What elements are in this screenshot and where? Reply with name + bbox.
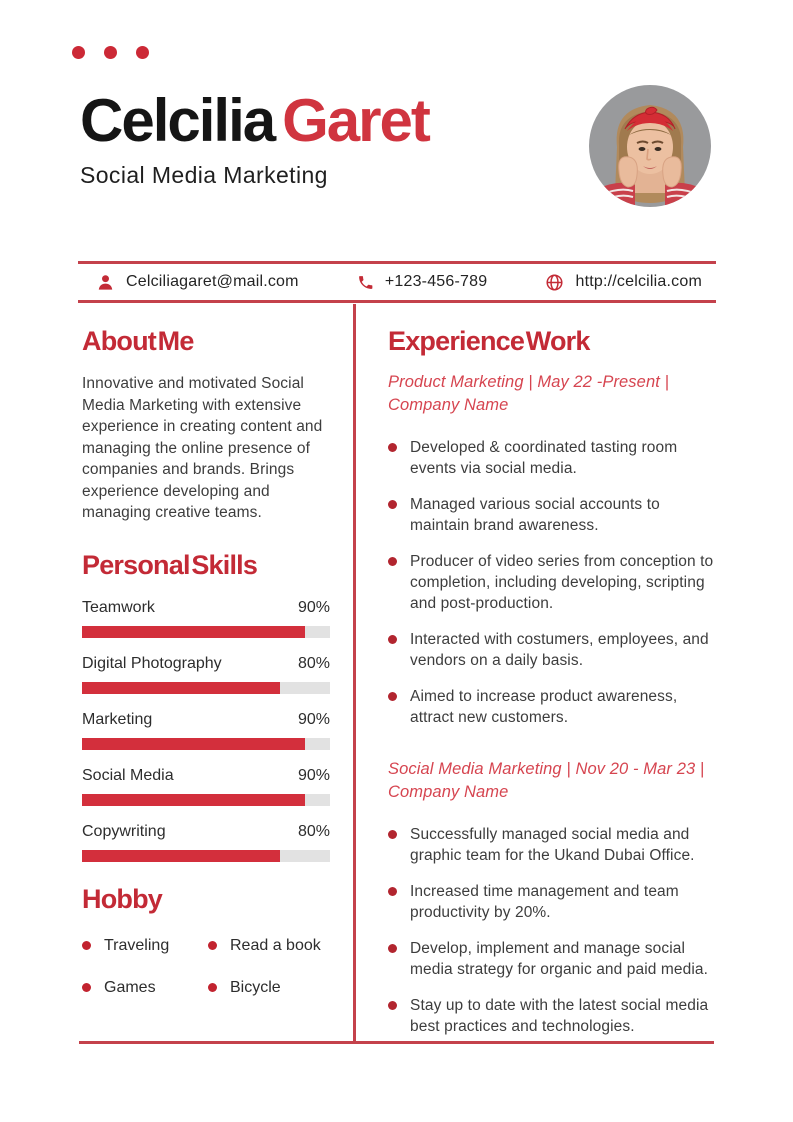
contact-phone-value: +123-456-789 <box>384 273 488 290</box>
skill-bar-fill <box>82 794 305 806</box>
job-bullet <box>388 995 718 1037</box>
profile-photo-image <box>589 85 711 207</box>
globe-icon <box>545 273 564 292</box>
skill-label: Teamwork <box>82 598 155 616</box>
last-name: Garet <box>282 87 429 154</box>
left-column <box>82 326 330 997</box>
skill-item <box>82 767 330 806</box>
skill-percent: 90% <box>297 710 330 728</box>
job-bullet-list <box>388 824 718 1037</box>
bullet-text: Developed & coordinated tasting room events via social media. <box>410 439 678 477</box>
bullet-dot-icon <box>388 557 397 566</box>
person-icon <box>96 273 115 292</box>
bullet-dot-icon <box>388 443 397 452</box>
bullet-dot-icon <box>388 887 397 896</box>
skill-item <box>82 823 330 862</box>
hobby-item <box>208 979 330 997</box>
job-bullet-list <box>388 437 718 728</box>
bullet-text: Aimed to increase product awareness, attract new customers. <box>410 688 678 726</box>
skill-percent: 90% <box>297 598 330 616</box>
skill-bar-track <box>82 850 330 862</box>
column-divider <box>353 304 356 1043</box>
bullet-text: Stay up to date with the latest social media best practices and technologies. <box>410 997 709 1035</box>
right-column <box>388 326 718 1052</box>
skills-title: Personal Skills <box>82 549 258 580</box>
bullet-dot-icon <box>82 983 91 992</box>
contact-email <box>96 273 299 292</box>
hobby-label: Games <box>104 978 156 996</box>
first-name: Celcilia <box>80 87 275 154</box>
hobby-item <box>208 937 330 955</box>
job-heading: Product Marketing | May 22 -Present | Company Name <box>388 373 669 414</box>
contact-bar <box>78 261 716 303</box>
bullet-dot-icon <box>82 941 91 950</box>
bullet-text: Interacted with costumers, employees, and vendors on a daily basis. <box>410 631 709 669</box>
bullet-dot-icon <box>388 1001 397 1010</box>
job-bullet <box>388 437 718 479</box>
skill-bar-track <box>82 738 330 750</box>
job-bullet <box>388 629 718 671</box>
header <box>80 88 580 189</box>
contact-email-value: Celciliagaret@mail.com <box>126 273 299 290</box>
hobby-label: Bicycle <box>230 978 281 996</box>
skill-bar-fill <box>82 850 280 862</box>
skill-item <box>82 599 330 638</box>
bullet-text: Producer of video series from conception to completion, including developing, scripting and post-production. <box>410 553 714 612</box>
skill-percent: 80% <box>297 654 330 672</box>
skill-label: Copywriting <box>82 822 166 840</box>
contact-website-value: http://celcilia.com <box>575 273 702 290</box>
job-bullet <box>388 938 718 980</box>
skill-percent: 80% <box>297 822 330 840</box>
skill-percent: 90% <box>297 766 330 784</box>
skill-bar-fill <box>82 738 305 750</box>
bullet-dot-icon <box>388 635 397 644</box>
skill-bar-fill <box>82 626 305 638</box>
job-bullet <box>388 824 718 866</box>
experience-job <box>388 758 718 1037</box>
skill-item <box>82 711 330 750</box>
bullet-text: Develop, implement and manage social media strategy for organic and paid media. <box>410 940 709 978</box>
job-subtitle: Social Media Marketing <box>80 162 328 188</box>
hobby-list <box>82 937 330 997</box>
hobby-item <box>82 979 200 997</box>
person-name <box>80 88 580 154</box>
decor-dot <box>104 46 117 59</box>
skill-bar-track <box>82 794 330 806</box>
bullet-text: Increased time management and team productivity by 20%. <box>410 883 679 921</box>
decor-dot <box>72 46 85 59</box>
about-text: Innovative and motivated Social Media Marketing with extensive experience in creating content and managing the online presence of companies and brands. Brings experience developing and managing creative teams. <box>82 375 323 521</box>
job-bullet <box>388 881 718 923</box>
about-title: About Me <box>82 326 194 356</box>
bullet-dot-icon <box>388 830 397 839</box>
bullet-text: Successfully managed social media and graphic team for the Ukand Dubai Office. <box>410 826 695 864</box>
skill-bar-track <box>82 682 330 694</box>
profile-photo <box>589 85 711 207</box>
hobby-label: Read a book <box>230 936 321 954</box>
bullet-dot-icon <box>388 944 397 953</box>
contact-website <box>545 273 702 292</box>
decor-dots <box>72 46 149 59</box>
experience-job <box>388 371 718 728</box>
phone-icon <box>357 274 374 291</box>
bullet-dot-icon <box>208 983 217 992</box>
job-heading: Social Media Marketing | Nov 20 - Mar 23 | Company Name <box>388 760 705 801</box>
hobby-item <box>82 937 200 955</box>
skill-label: Digital Photography <box>82 654 222 672</box>
experience-title: Experience Work <box>388 326 590 356</box>
job-bullet <box>388 686 718 728</box>
hobby-label: Traveling <box>104 936 170 954</box>
job-bullet <box>388 494 718 536</box>
hobby-title: Hobby <box>82 883 162 914</box>
skill-item <box>82 655 330 694</box>
bullet-dot-icon <box>388 500 397 509</box>
skill-label: Marketing <box>82 710 153 728</box>
bullet-text: Managed various social accounts to maintain brand awareness. <box>410 496 660 534</box>
bullet-dot-icon <box>388 692 397 701</box>
bullet-dot-icon <box>208 941 217 950</box>
decor-dot <box>136 46 149 59</box>
skill-label: Social Media <box>82 766 174 784</box>
skill-bar-fill <box>82 682 280 694</box>
skill-bar-track <box>82 626 330 638</box>
contact-phone <box>357 273 488 291</box>
skills-list <box>82 599 330 862</box>
job-bullet <box>388 551 718 614</box>
